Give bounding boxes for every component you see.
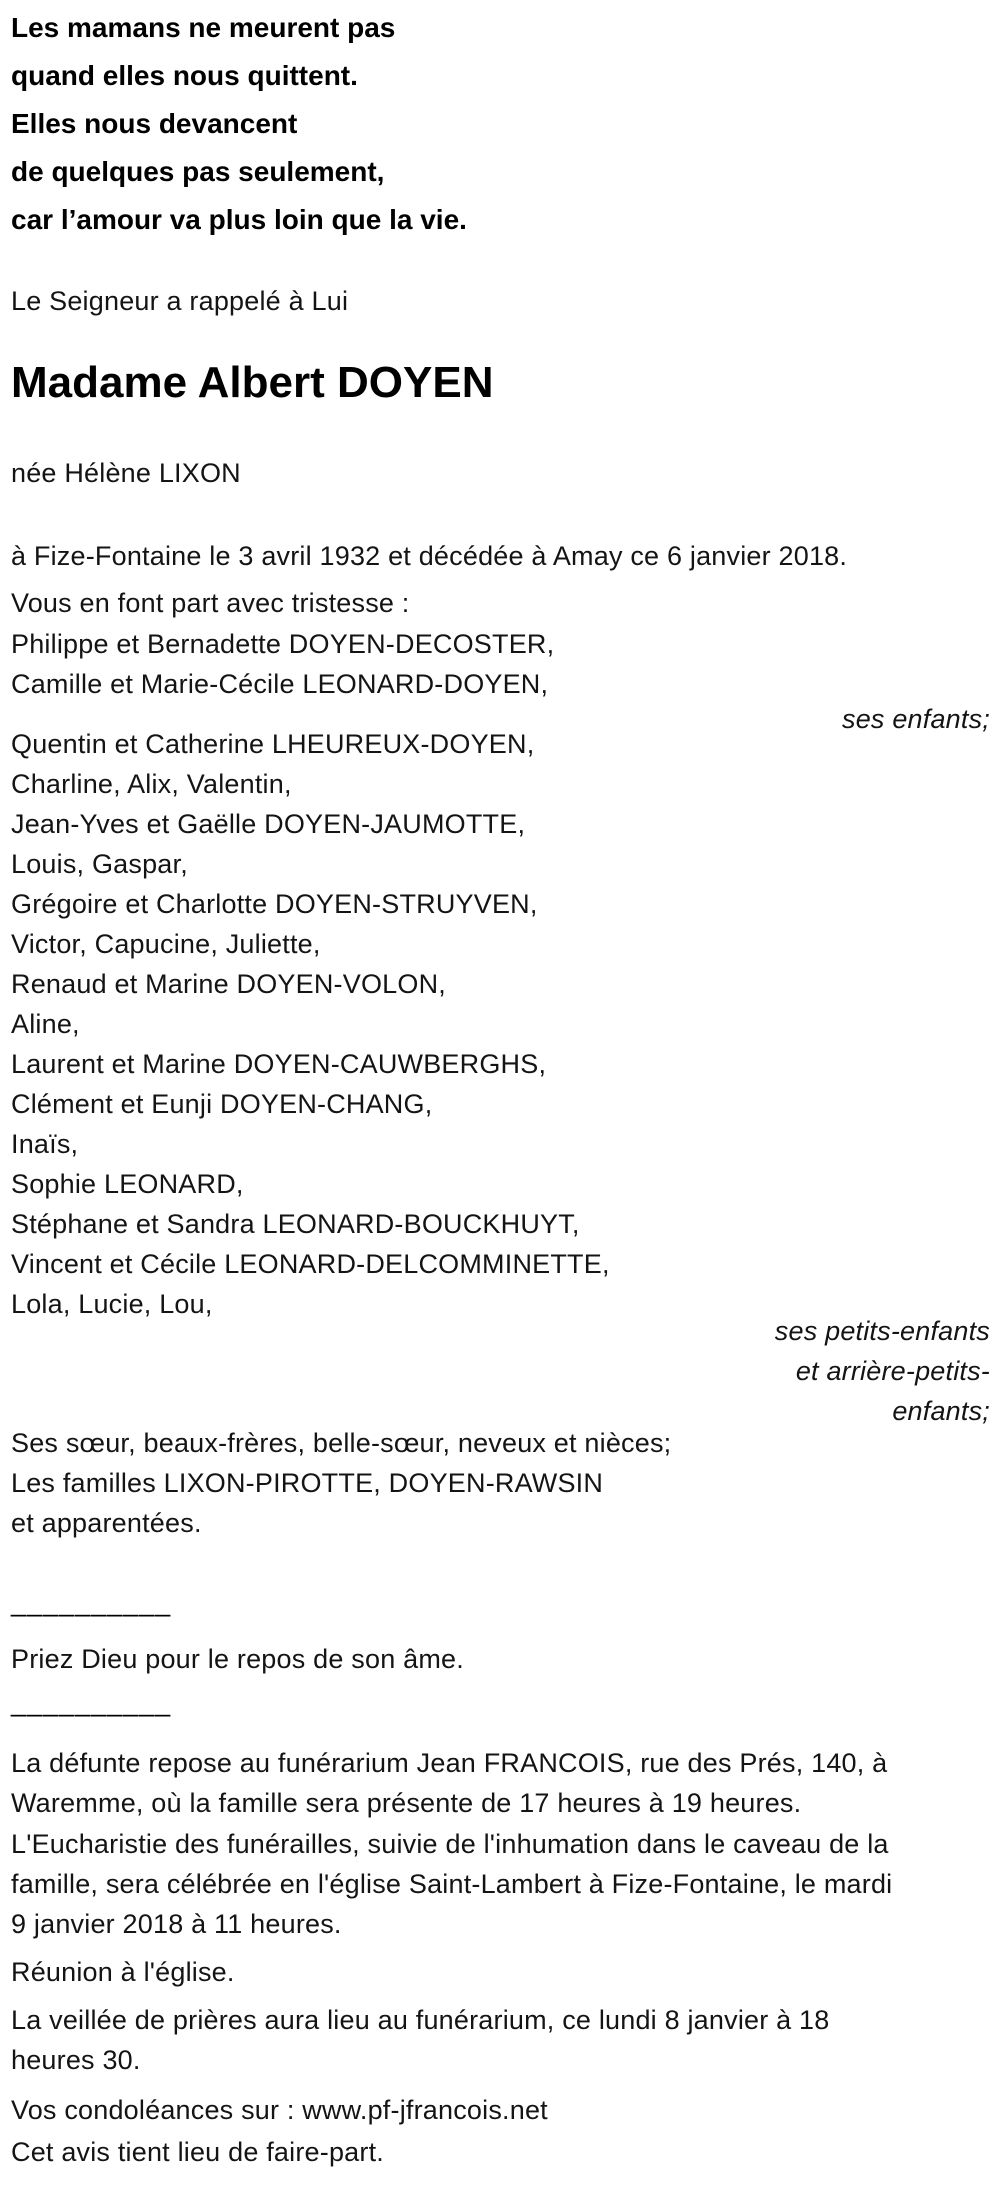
family-line: Camille et Marie-Cécile LEONARD-DOYEN, xyxy=(11,669,549,699)
family-line: Sophie LEONARD, xyxy=(11,1169,244,1199)
condolences-url: www.pf-jfrancois.net xyxy=(302,2095,548,2125)
life-dates: à Fize-Fontaine le 3 avril 1932 et décédée à Amay ce 6 janvier 2018. xyxy=(11,541,848,571)
family-line: Vincent et Cécile LEONARD-DELCOMMINETTE, xyxy=(11,1249,610,1279)
poem xyxy=(11,4,990,244)
paragraph-reunion: Réunion à l'église. xyxy=(11,1957,235,1987)
divider: __________ xyxy=(11,1687,172,1717)
family-line: Inaïs, xyxy=(11,1129,79,1159)
attribution-grandchildren-line: ses petits-enfants xyxy=(774,1316,990,1346)
deceased-name-title: Madame Albert DOYEN xyxy=(11,358,494,407)
prayer-line: Priez Dieu pour le repos de son âme. xyxy=(11,1644,464,1674)
closing-line: Cet avis tient lieu de faire-part. xyxy=(11,2137,384,2167)
attribution-children: ses enfants; xyxy=(842,704,990,734)
relatives-line: Les familles LIXON-PIROTTE, DOYEN-RAWSIN xyxy=(11,1468,604,1498)
arrangement-line: L'Eucharistie des funérailles, suivie de l'inhumation dans le caveau de la xyxy=(11,1829,889,1859)
family-line: Jean-Yves et Gaëlle DOYEN-JAUMOTTE, xyxy=(11,809,526,839)
attribution-grandchildren-line: enfants; xyxy=(892,1396,990,1426)
family-line: Louis, Gaspar, xyxy=(11,849,188,879)
intro-line: Le Seigneur a rappelé à Lui xyxy=(11,286,349,316)
poem-line: car l’amour va plus loin que la vie. xyxy=(11,204,467,235)
arrangement-line: heures 30. xyxy=(11,2045,141,2075)
arrangement-line: famille, sera célébrée en l'église Saint-Lambert à Fize-Fontaine, le mardi xyxy=(11,1869,893,1899)
poem-line: Elles nous devancent xyxy=(11,108,298,139)
poem-line: quand elles nous quittent. xyxy=(11,60,358,91)
paragraph-eucharistie xyxy=(11,1824,990,1944)
arrangement-line: 9 janvier 2018 à 11 heures. xyxy=(11,1909,342,1939)
condolences-label: Vos condoléances sur : xyxy=(11,2095,303,2125)
grandchildren-list xyxy=(11,724,990,1324)
family-line: Victor, Capucine, Juliette, xyxy=(11,929,321,959)
arrangement-line: Waremme, où la famille sera présente de 17 heures à 19 heures. xyxy=(11,1788,802,1818)
poem-line: Les mamans ne meurent pas xyxy=(11,12,396,43)
children-list xyxy=(11,624,990,704)
divider: __________ xyxy=(11,1587,172,1617)
attribution-grandchildren xyxy=(11,1318,990,1431)
relatives-list xyxy=(11,1423,990,1543)
arrangement-line: La veillée de prières aura lieu au funérarium, ce lundi 8 janvier à 18 xyxy=(11,2005,830,2035)
paragraph-condolences xyxy=(11,2090,990,2130)
poem-line: de quelques pas seulement, xyxy=(11,156,385,187)
family-line: Laurent et Marine DOYEN-CAUWBERGHS, xyxy=(11,1049,547,1079)
relatives-line: et apparentées. xyxy=(11,1508,202,1538)
relatives-line: Ses sœur, beaux-frères, belle-sœur, neveux et nièces; xyxy=(11,1428,672,1458)
paragraph-repose xyxy=(11,1743,990,1823)
family-line: Philippe et Bernadette DOYEN-DECOSTER, xyxy=(11,629,555,659)
family-line: Stéphane et Sandra LEONARD-BOUCKHUYT, xyxy=(11,1209,580,1239)
paragraph-veillee xyxy=(11,2000,990,2080)
family-line: Clément et Eunji DOYEN-CHANG, xyxy=(11,1089,433,1119)
attribution-grandchildren-line: et arrière-petits- xyxy=(795,1356,990,1386)
announcement-lead: Vous en font part avec tristesse : xyxy=(11,588,410,618)
family-line: Charline, Alix, Valentin, xyxy=(11,769,292,799)
family-line: Aline, xyxy=(11,1009,80,1039)
family-line: Quentin et Catherine LHEUREUX-DOYEN, xyxy=(11,729,535,759)
family-line: Renaud et Marine DOYEN-VOLON, xyxy=(11,969,446,999)
maiden-name: née Hélène LIXON xyxy=(11,458,241,488)
arrangement-line: La défunte repose au funérarium Jean FRANCOIS, rue des Prés, 140, à xyxy=(11,1748,888,1778)
family-line: Grégoire et Charlotte DOYEN-STRUYVEN, xyxy=(11,889,538,919)
family-line: Lola, Lucie, Lou, xyxy=(11,1289,213,1319)
